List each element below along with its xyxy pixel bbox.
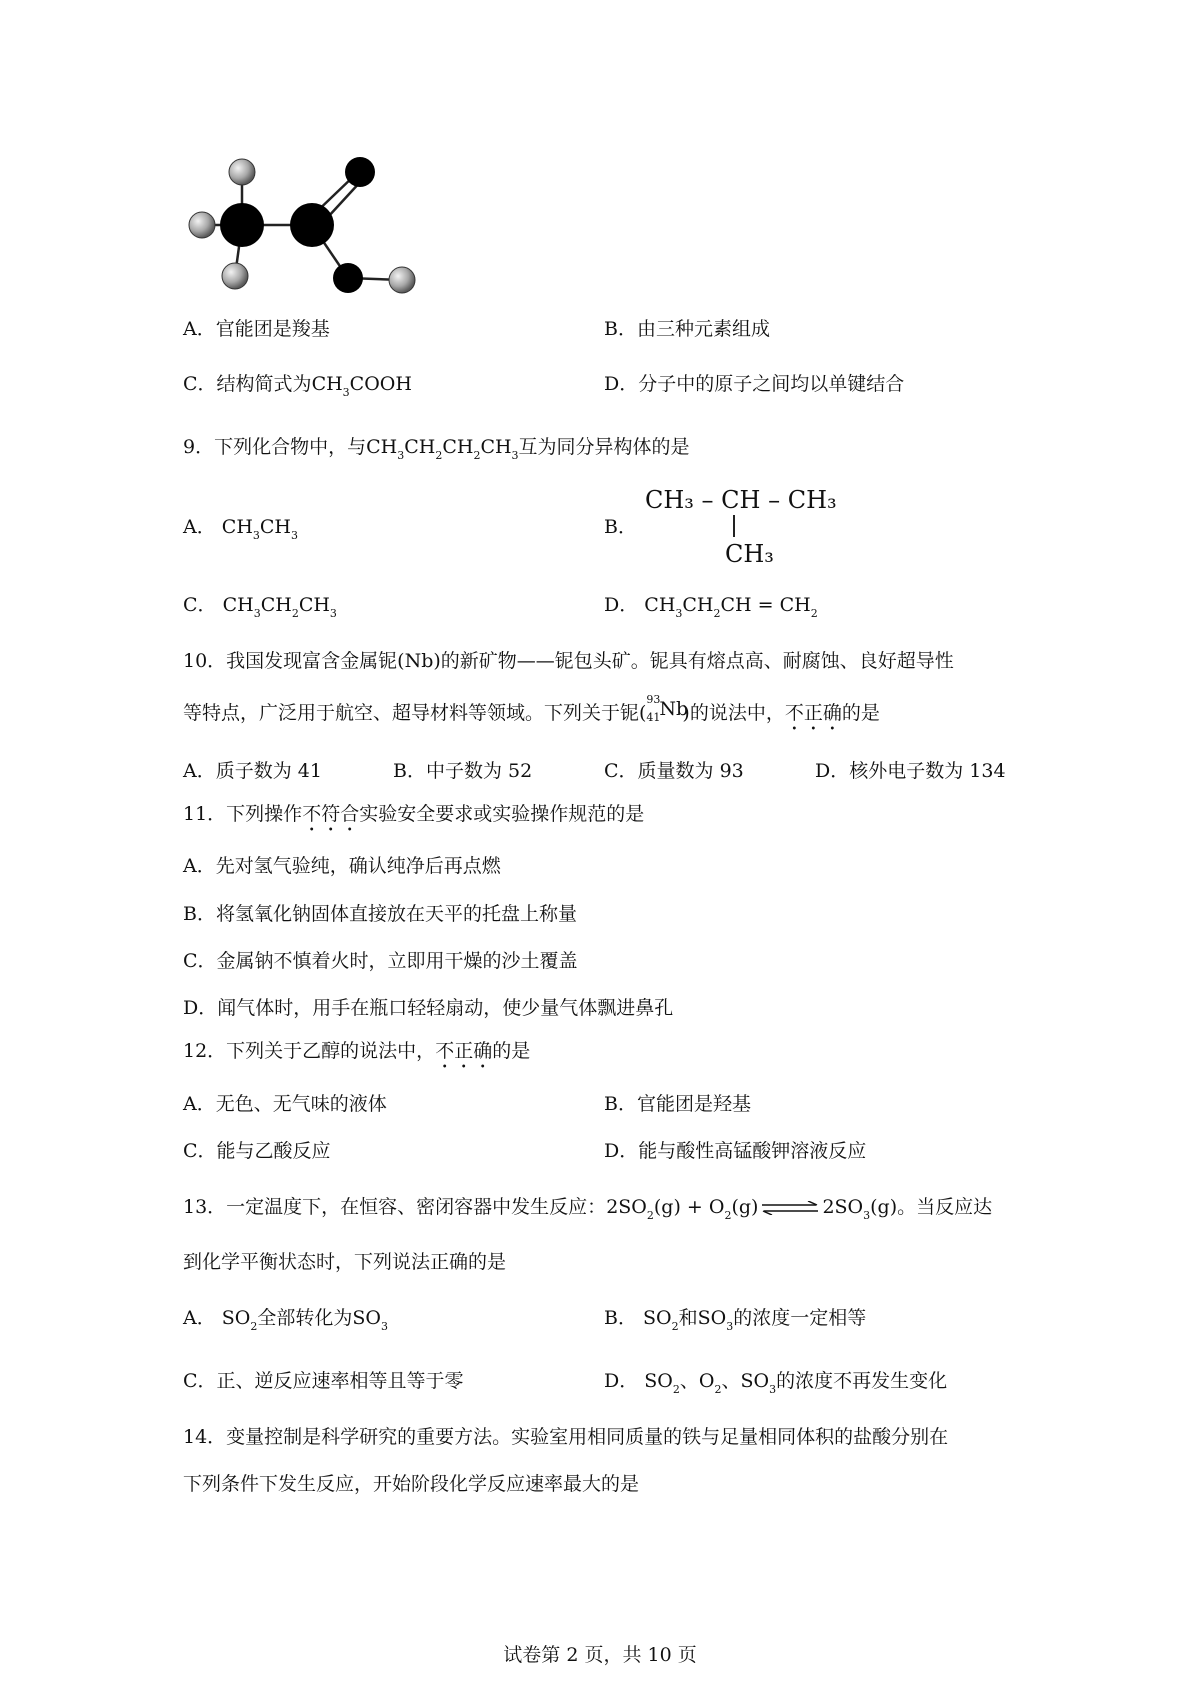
- carbon-atom-2: [290, 203, 334, 247]
- q10-option-a[interactable]: A．质子数为 41: [183, 760, 322, 782]
- q13-option-a[interactable]: A． $SO_2$全部转化为$SO_3$: [183, 1307, 388, 1333]
- q9-option-b-branch-bond: [733, 515, 735, 537]
- q9-stem: 9．下列化合物中，与$CH_3CH_2CH_2CH_3$互为同分异构体的是: [183, 436, 690, 462]
- q12-option-a[interactable]: A．无色、无气味的液体: [183, 1093, 387, 1115]
- q10-option-b[interactable]: B．中子数为 52: [393, 760, 533, 782]
- oxygen-atom-hydroxyl: [333, 263, 363, 293]
- q8-option-c[interactable]: C．结构简式为$CH_3COOH$: [183, 373, 412, 399]
- hydrogen-atom-top: [229, 159, 255, 185]
- niobium-nuclide-symbol: 93 41 Nb: [646, 693, 689, 724]
- q8-option-d[interactable]: D．分子中的原子之间均以单键结合: [604, 373, 905, 395]
- q8-option-b[interactable]: B．由三种元素组成: [604, 318, 770, 340]
- q13-option-c[interactable]: C．正、逆反应速率相等且等于零: [183, 1370, 464, 1392]
- q9-option-a[interactable]: A． $CH_3CH_3$: [183, 516, 298, 542]
- q10-option-d[interactable]: D．核外电子数为 134: [815, 760, 1006, 782]
- q11-option-d[interactable]: D．闻气体时，用手在瓶口轻轻扇动，使少量气体飘进鼻孔: [183, 997, 674, 1019]
- q12-option-c[interactable]: C．能与乙酸反应: [183, 1140, 331, 1162]
- q11-stem: 11．下列操作不符合实验安全要求或实验操作规范的是: [183, 803, 645, 825]
- q9-option-b-structure-main: CH₃ – CH – CH₃: [645, 486, 837, 514]
- q14-stem-line1: 14．变量控制是科学研究的重要方法。实验室用相同质量的铁与足量相同体积的盐酸分别在: [183, 1426, 949, 1448]
- q14-stem-line2: 下列条件下发生反应，开始阶段化学反应速率最大的是: [183, 1473, 640, 1495]
- q10-stem-line1: 10．我国发现富含金属铌(Nb)的新矿物——铌包头矿。铌具有熔点高、耐腐蚀、良好超导性: [183, 650, 954, 672]
- oxygen-atom-carbonyl: [345, 157, 375, 187]
- reaction-equation: $2SO_2(g) + O_2(g)$ $2SO_3(g)$: [606, 1196, 898, 1222]
- q8-option-a[interactable]: A．官能团是羧基: [183, 318, 330, 340]
- q13-stem-line2: 到化学平衡状态时，下列说法正确的是: [183, 1251, 507, 1273]
- q13-option-d[interactable]: D． $SO_2$、$O_2$、$SO_3$的浓度不再发生变化: [604, 1370, 948, 1396]
- q13-stem-line1: 13．一定温度下，在恒容、密闭容器中发生反应：$2SO_2(g) + O_2(g)$ $2SO_3(g)$。当反应达: [183, 1196, 993, 1222]
- q11-option-b[interactable]: B．将氢氧化钠固体直接放在天平的托盘上称量: [183, 903, 577, 925]
- q9-option-d[interactable]: D． $CH_3CH_2CH = CH_2$: [604, 594, 818, 620]
- page-footer: 试卷第 2 页，共 10 页: [503, 1644, 697, 1666]
- q12-option-d[interactable]: D．能与酸性高锰酸钾溶液反应: [604, 1140, 867, 1162]
- q11-option-a[interactable]: A．先对氢气验纯，确认纯净后再点燃: [183, 855, 501, 877]
- q9-option-b-label[interactable]: B．: [604, 516, 637, 538]
- q12-stem: 12．下列关于乙醇的说法中，不正确的是: [183, 1040, 531, 1062]
- molecule-model-image: [180, 150, 420, 300]
- equilibrium-arrow-icon: [760, 1201, 820, 1215]
- hydrogen-atom-bottom: [222, 263, 248, 289]
- q9-option-c[interactable]: C． $CH_3CH_2CH_3$: [183, 594, 337, 620]
- hydrogen-atom-hydroxyl: [389, 267, 415, 293]
- q10-stem-line2: 等特点，广泛用于航空、超导材料等领域。下列关于铌( 93 41 Nb )的说法中，不正确的是: [183, 693, 880, 724]
- q11-option-c[interactable]: C．金属钠不慎着火时，立即用干燥的沙土覆盖: [183, 950, 578, 972]
- carbon-atom-1: [220, 203, 264, 247]
- q10-option-c[interactable]: C．质量数为 93: [604, 760, 744, 782]
- q12-option-b[interactable]: B．官能团是羟基: [604, 1093, 751, 1115]
- q13-option-b[interactable]: B． $SO_2$和$SO_3$的浓度一定相等: [604, 1307, 867, 1333]
- q9-option-b-structure-branch: CH₃: [725, 540, 774, 568]
- hydrogen-atom-left: [189, 212, 215, 238]
